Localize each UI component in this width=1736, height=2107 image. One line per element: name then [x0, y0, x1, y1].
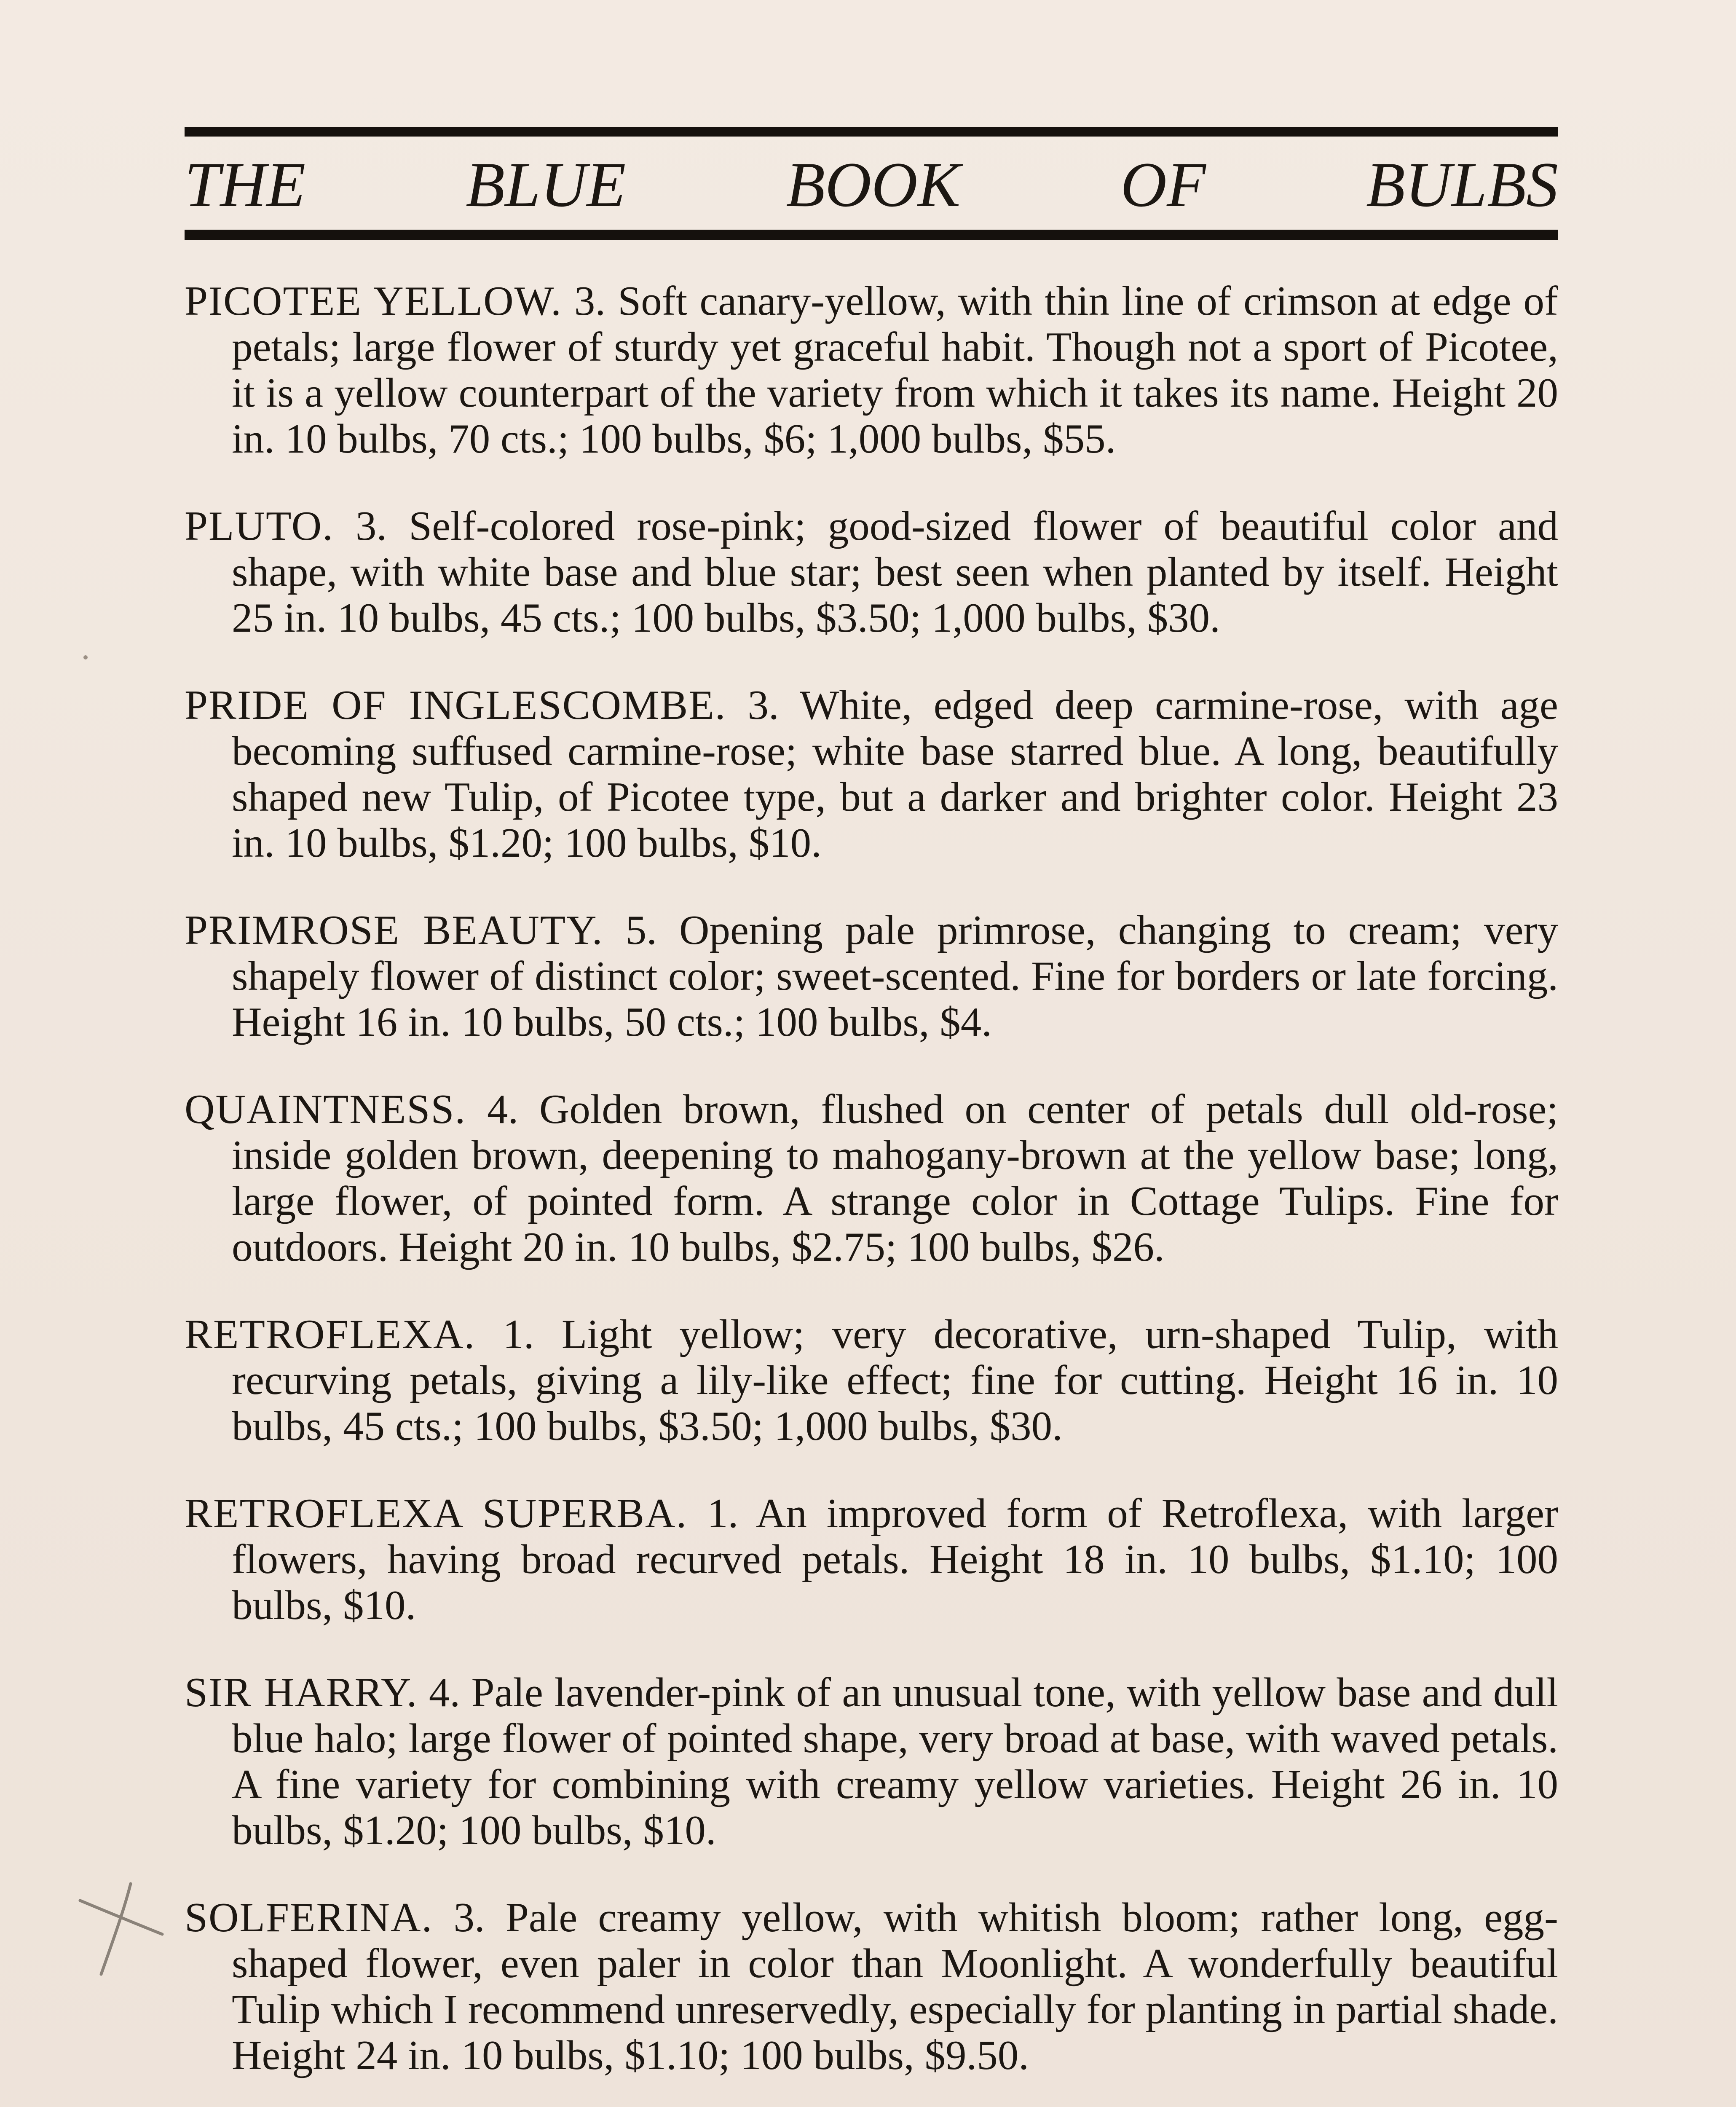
catalog-entry-retroflexa — [185, 1311, 1558, 1449]
catalog-entry-retroflexa-superba — [185, 1490, 1558, 1628]
entry-name: RETROFLEXA SUPERBA. — [185, 1490, 688, 1536]
catalog-entry-pluto — [185, 503, 1558, 641]
catalog-entries — [185, 278, 1558, 2107]
header-rule-bottom — [185, 230, 1558, 240]
running-head-word-of: OF — [1120, 149, 1206, 220]
running-head-word-book: BOOK — [786, 149, 961, 220]
entry-name: PLUTO. — [185, 503, 334, 549]
catalog-entry-picotee-yellow — [185, 278, 1558, 462]
entry-name: RETROFLEXA. — [185, 1311, 476, 1357]
catalog-entry-solferina — [185, 1895, 1558, 2078]
catalog-entry-primrose-beauty — [185, 907, 1558, 1045]
entry-description: 1. An improved form of Retroflexa, with larger flowers, having broad recurved petals. Height 18 in. 10 bulbs, $1.10; 100 bulbs, $10. — [232, 1490, 1558, 1628]
entry-description: 3. Soft canary-yellow, with thin line of crimson at edge of petals; large flower of sturdy yet graceful habit. Though not a sport of Picotee, it is a yellow counterpart of the variety from which it takes its name. Height 20 in. 10 bulbs, 70 cts.; 100 bulbs, $6; 1,000 bulbs, $55. — [232, 278, 1558, 462]
catalog-entry-quaintness — [185, 1086, 1558, 1270]
entry-name: QUAINTNESS. — [185, 1086, 466, 1132]
entry-description: 4. Golden brown, flushed on center of petals dull old-rose; inside golden brown, deepening to mahogany-brown at the yellow base; long, large flower, of pointed form. A strange color in Cottage Tulips. Fine for outdoors. Height 20 in. 10 bulbs, $2.75; 100 bulbs, $26. — [232, 1086, 1558, 1270]
entry-description: 1. Light yellow; very decorative, urn-shaped Tulip, with recurving petals, giving a lily-like effect; fine for cutting. Height 16 in. 10 bulbs, 45 cts.; 100 bulbs, $3.50; 1,000 bulbs, $30. — [232, 1311, 1558, 1449]
paper-speck — [83, 655, 88, 659]
entry-description: 3. White, edged deep carmine-rose, with age becoming suffused carmine-rose; white base starred blue. A long, beautifully shaped new Tulip, of Picotee type, but a darker and brighter color. Height 23 in. 10 bulbs, $1.20; 100 bulbs, $10. — [232, 682, 1558, 866]
entry-name: SOLFERINA. — [185, 1895, 433, 1941]
entry-description: 3. Pale creamy yellow, with whitish bloom; rather long, egg-shaped flower, even paler in color than Moonlight. A wonderfully beautiful Tulip which I recommend unreservedly, especially for planting in partial shade. Height 24 in. 10 bulbs, $1.10; 100 bulbs, $9.50. — [232, 1895, 1558, 2078]
entry-name: PRIDE OF INGLESCOMBE. — [185, 682, 726, 728]
running-head-word-the: THE — [185, 149, 306, 220]
entry-description: 5. Opening pale primrose, changing to cream; very shapely flower of distinct color; sweet-scented. Fine for borders or late forcing. Height 16 in. 10 bulbs, 50 cts.; 100 bulbs, $4. — [232, 907, 1558, 1045]
entry-name: PRIMROSE BEAUTY. — [185, 907, 603, 953]
running-head — [185, 147, 1558, 222]
catalog-entry-sir-harry — [185, 1670, 1558, 1853]
header-rule-top — [185, 127, 1558, 137]
catalog-entry-pride-of-inglescombe — [185, 682, 1558, 866]
pencil-cross-mark-icon — [72, 1871, 169, 1981]
running-head-word-bulbs: BULBS — [1366, 149, 1558, 220]
entry-description: 4. Pale lavender-pink of an unusual tone, with yellow base and dull blue halo; large flower of pointed shape, very broad at base, with waved petals. A fine variety for combining with creamy yellow varieties. Height 26 in. 10 bulbs, $1.20; 100 bulbs, $10. — [232, 1670, 1559, 1853]
entry-description: 3. Self-colored rose-pink; good-sized flower of beautiful color and shape, with white base and blue star; best seen when planted by itself. Height 25 in. 10 bulbs, 45 cts.; 100 bulbs, $3.50; 1,000 bulbs, $30. — [232, 503, 1558, 641]
entry-name: SIR HARRY. — [185, 1670, 418, 1716]
running-head-word-blue: BLUE — [466, 149, 626, 220]
entry-name: PICOTEE YELLOW. — [185, 278, 562, 324]
